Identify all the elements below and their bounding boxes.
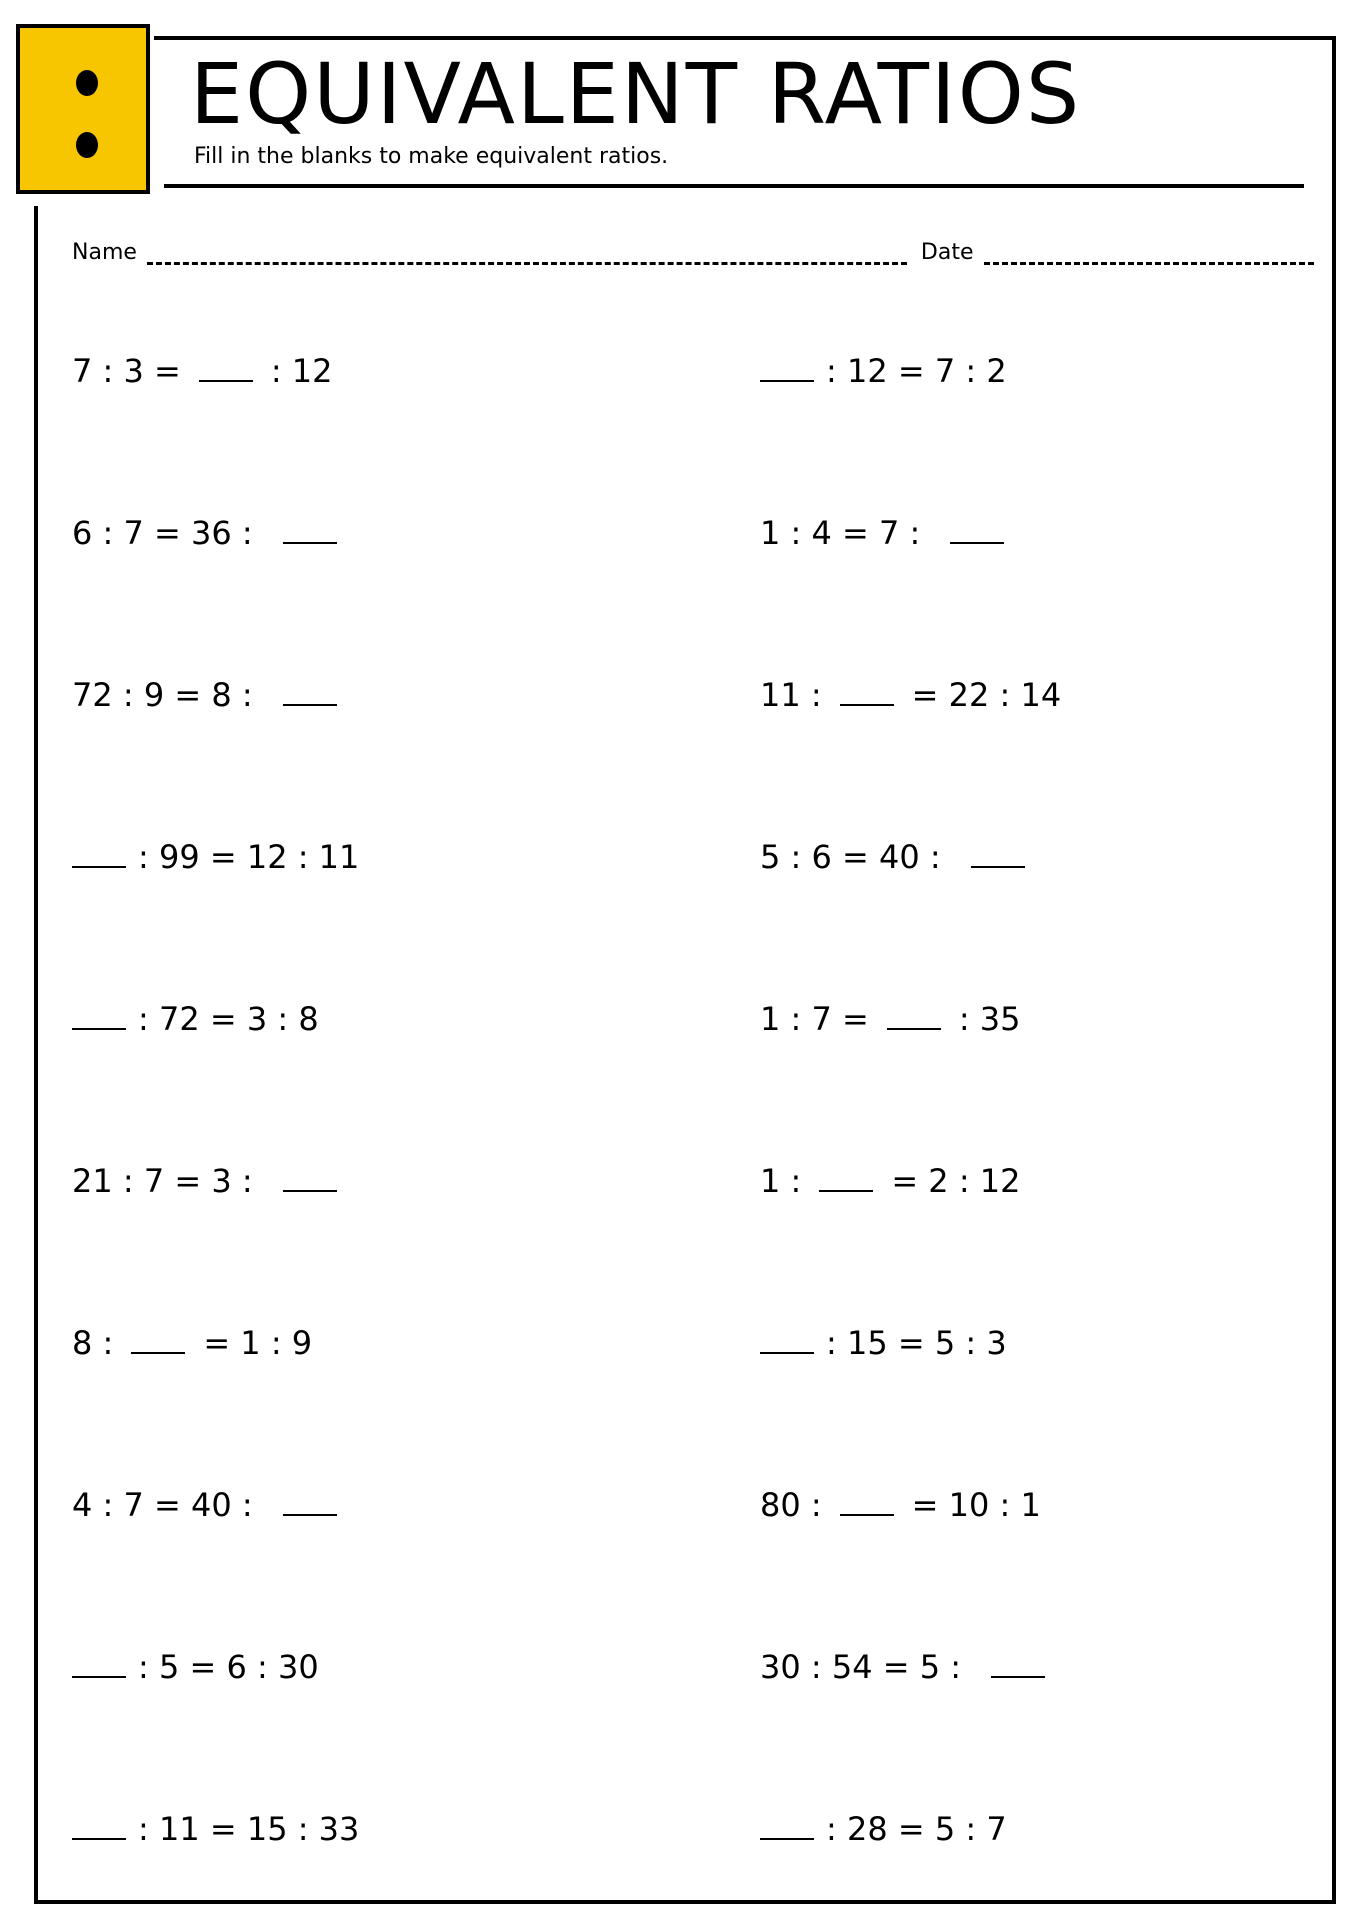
problem-item — [760, 1810, 1007, 1848]
problem-item — [760, 838, 1025, 876]
ratio-text: 1 : — [760, 1162, 802, 1200]
answer-blank[interactable] — [72, 1810, 126, 1840]
problem-item — [760, 676, 1061, 714]
ratio-text: 72 : 9 = 8 : — [72, 676, 253, 714]
problem-item — [72, 514, 337, 552]
page-title: EQUIVALENT RATIOS — [190, 45, 1082, 143]
ratio-text: : 35 — [958, 1000, 1021, 1038]
ratio-text: 80 : — [760, 1486, 822, 1524]
ratio-text: 21 : 7 = 3 : — [72, 1162, 253, 1200]
ratio-text: : 5 = 6 : 30 — [138, 1648, 319, 1686]
ratio-text: 30 : 54 = 5 : — [760, 1648, 962, 1686]
problem-item — [760, 514, 1004, 552]
page-border — [34, 36, 1336, 1904]
answer-blank[interactable] — [887, 1000, 941, 1030]
problem-item — [72, 1162, 337, 1200]
answer-blank[interactable] — [991, 1648, 1045, 1678]
problem-item — [72, 676, 337, 714]
colon-icon — [16, 24, 150, 194]
page-subtitle: Fill in the blanks to make equivalent ratios. — [194, 144, 669, 169]
answer-blank[interactable] — [131, 1324, 185, 1354]
colon-dot-top — [76, 70, 98, 96]
ratio-text: = 22 : 14 — [911, 676, 1062, 714]
answer-blank[interactable] — [840, 676, 894, 706]
ratio-text: 4 : 7 = 40 : — [72, 1486, 253, 1524]
answer-blank[interactable] — [283, 1486, 337, 1516]
answer-blank[interactable] — [760, 1810, 814, 1840]
page-border-left — [34, 206, 38, 1904]
page-border-bottom — [34, 1900, 1336, 1904]
problem-item — [760, 1486, 1041, 1524]
ratio-text: : 72 = 3 : 8 — [138, 1000, 319, 1038]
ratio-text: : 12 — [270, 352, 333, 390]
problem-item — [760, 1324, 1007, 1362]
ratio-text: = 2 : 12 — [891, 1162, 1021, 1200]
ratio-text: : 15 = 5 : 3 — [826, 1324, 1007, 1362]
problem-item — [72, 1486, 337, 1524]
ratio-text: : 99 = 12 : 11 — [138, 838, 360, 876]
ratio-text: : 28 = 5 : 7 — [826, 1810, 1007, 1848]
answer-blank[interactable] — [950, 514, 1004, 544]
answer-blank[interactable] — [971, 838, 1025, 868]
name-date-row — [72, 240, 1314, 265]
ratio-text: = 10 : 1 — [911, 1486, 1041, 1524]
title-divider — [164, 184, 1304, 188]
answer-blank[interactable] — [840, 1486, 894, 1516]
problem-item — [72, 1324, 312, 1362]
ratio-text: 6 : 7 = 36 : — [72, 514, 253, 552]
answer-blank[interactable] — [72, 1648, 126, 1678]
problem-item — [760, 1648, 1045, 1686]
name-label: Name — [72, 240, 137, 265]
answer-blank[interactable] — [72, 1000, 126, 1030]
problem-item — [72, 1000, 319, 1038]
ratio-text: 8 : — [72, 1324, 114, 1362]
ratio-text: = 1 : 9 — [203, 1324, 313, 1362]
problem-item — [72, 352, 333, 390]
answer-blank[interactable] — [760, 352, 814, 382]
answer-blank[interactable] — [283, 514, 337, 544]
answer-blank[interactable] — [819, 1162, 873, 1192]
name-field[interactable] — [147, 240, 907, 265]
problem-item — [72, 838, 359, 876]
answer-blank[interactable] — [72, 838, 126, 868]
ratio-text: 5 : 6 = 40 : — [760, 838, 941, 876]
answer-blank[interactable] — [760, 1324, 814, 1354]
ratio-text: : 11 = 15 : 33 — [138, 1810, 360, 1848]
date-label: Date — [920, 240, 974, 265]
answer-blank[interactable] — [199, 352, 253, 382]
problem-item — [72, 1648, 319, 1686]
problem-item — [72, 1810, 359, 1848]
answer-blank[interactable] — [283, 676, 337, 706]
ratio-text: 11 : — [760, 676, 822, 714]
problem-item — [760, 1000, 1021, 1038]
colon-dot-bottom — [76, 132, 98, 158]
problem-item — [760, 352, 1007, 390]
ratio-text: 1 : 4 = 7 : — [760, 514, 921, 552]
answer-blank[interactable] — [283, 1162, 337, 1192]
problem-item — [760, 1162, 1021, 1200]
ratio-text: : 12 = 7 : 2 — [826, 352, 1007, 390]
date-field[interactable] — [984, 240, 1314, 265]
ratio-text: 1 : 7 = — [760, 1000, 869, 1038]
ratio-text: 7 : 3 = — [72, 352, 181, 390]
